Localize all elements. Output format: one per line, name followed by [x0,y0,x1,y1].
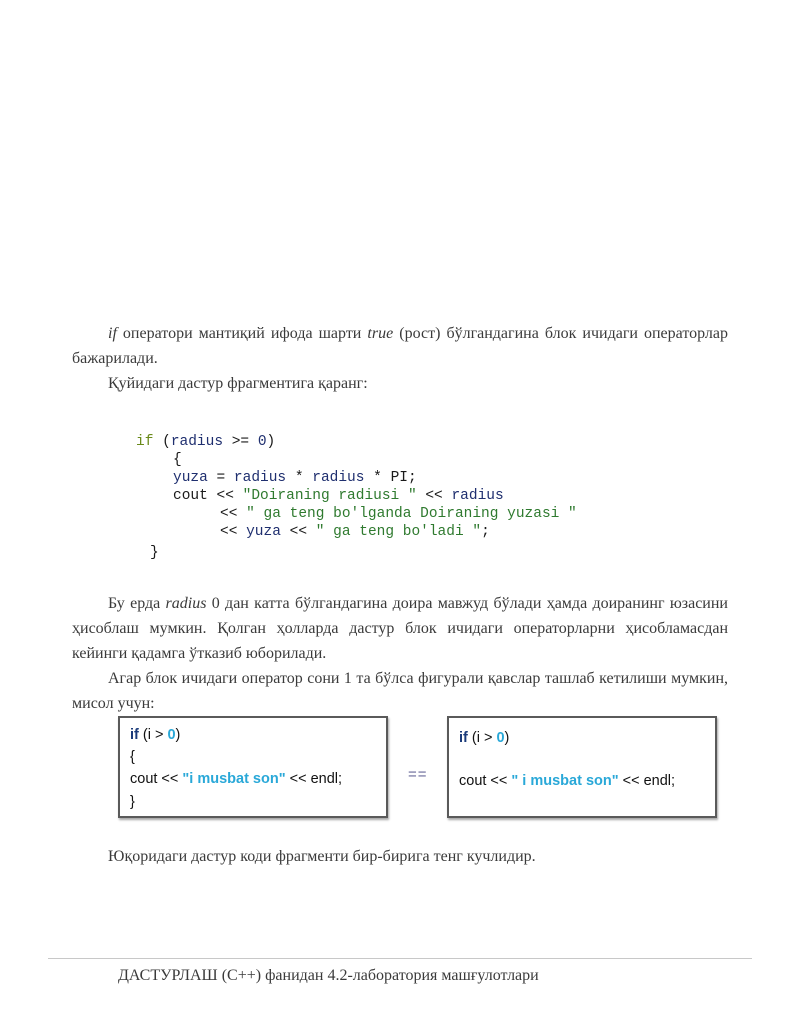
box-line-3 [459,770,675,792]
code-text: * [286,470,313,486]
paragraph-radius-explanation [72,591,728,666]
box-string: " i musbat son" [511,773,619,789]
code-line-5 [220,505,577,523]
box-num: 0 [167,727,176,743]
box-line-4: } [130,794,135,810]
paragraph-if-description [72,321,728,371]
text: Бу ерда [108,595,166,612]
code-keyword: if [136,434,154,450]
code-string: " ga teng bo'ladi " [315,524,482,540]
box-text: ) [175,727,181,743]
box-text: << endl; [285,771,343,787]
equals-sign: == [408,766,428,783]
box-keyword: if [459,730,468,746]
box-text: << endl; [618,773,676,789]
code-text: << [220,524,247,540]
paragraph-equivalent: Юқоридаги дастур коди фрагменти бир-бирига тенг кучлидир. [108,848,536,865]
code-text: << [416,488,452,504]
paragraph-single-statement: Агар блок ичидаги оператор сони 1 та бўлса фигурали қавслар ташлаб кетилиши мумкин, мисол учун: [72,670,728,712]
keyword-true: true [367,325,394,342]
code-text: * PI; [364,470,417,486]
box-num: 0 [496,730,505,746]
code-line-6 [220,523,490,541]
box-text: (i > [138,727,168,743]
box-text: ) [504,730,510,746]
code-string: " ga teng bo'lganda Doiraning yuzasi " [246,506,577,522]
paragraph-see-fragment: Қуйидаги дастур фрагментига қаранг: [108,375,368,392]
code-text: ( [153,434,171,450]
box-text: cout << [130,771,183,787]
code-text: ) [266,434,276,450]
code-var: radius [170,434,224,450]
code-string: "Doiraning radiusi " [242,488,417,504]
box-line-1 [459,727,509,749]
keyword-if: if [108,325,117,342]
code-var: radius [451,488,504,504]
code-line-4 [173,487,504,505]
text: 0 дан катта бўлгандагина доира мавжуд бўлади ҳамда доиранинг юзасини ҳисоблаш мумкин. Қолган ҳолларда дастур блок ичидаги операторларни ҳисобламасдан кейинги қадамга ўтказиб юборилади. [72,595,728,662]
footer-divider [48,958,752,959]
code-text: >= [223,434,258,450]
code-var: radius [312,470,365,486]
box-line-2: { [130,749,135,765]
variable-radius: radius [165,595,207,612]
code-box-without-braces [447,716,717,818]
code-line-3 [173,469,417,487]
box-string: "i musbat son" [182,771,286,787]
code-text: cout << [173,488,243,504]
box-text: cout << [459,773,512,789]
code-text: << [220,506,247,522]
code-box-with-braces [118,716,388,818]
code-line-1 [136,433,275,451]
text: (рост) бўлгандагина блок ичидаги операторлар бажарилади. [72,325,729,367]
text: оператори мантиқий ифода шарти [116,325,368,342]
code-var: radius [233,470,287,486]
box-text: (i > [467,730,497,746]
code-num: 0 [257,434,267,450]
code-line-7: } [150,545,159,561]
code-text: ; [481,524,490,540]
box-line-1 [130,724,180,746]
box-line-3 [130,768,342,790]
code-var: yuza [246,524,281,540]
code-text: << [280,524,316,540]
page-footer: ДАСТУРЛАШ (С++) фанидан 4.2-лаборатория машғулотлари [118,967,539,984]
code-text: = [207,470,234,486]
code-var: yuza [173,470,208,486]
code-line-2: { [173,452,182,468]
box-keyword: if [130,727,139,743]
